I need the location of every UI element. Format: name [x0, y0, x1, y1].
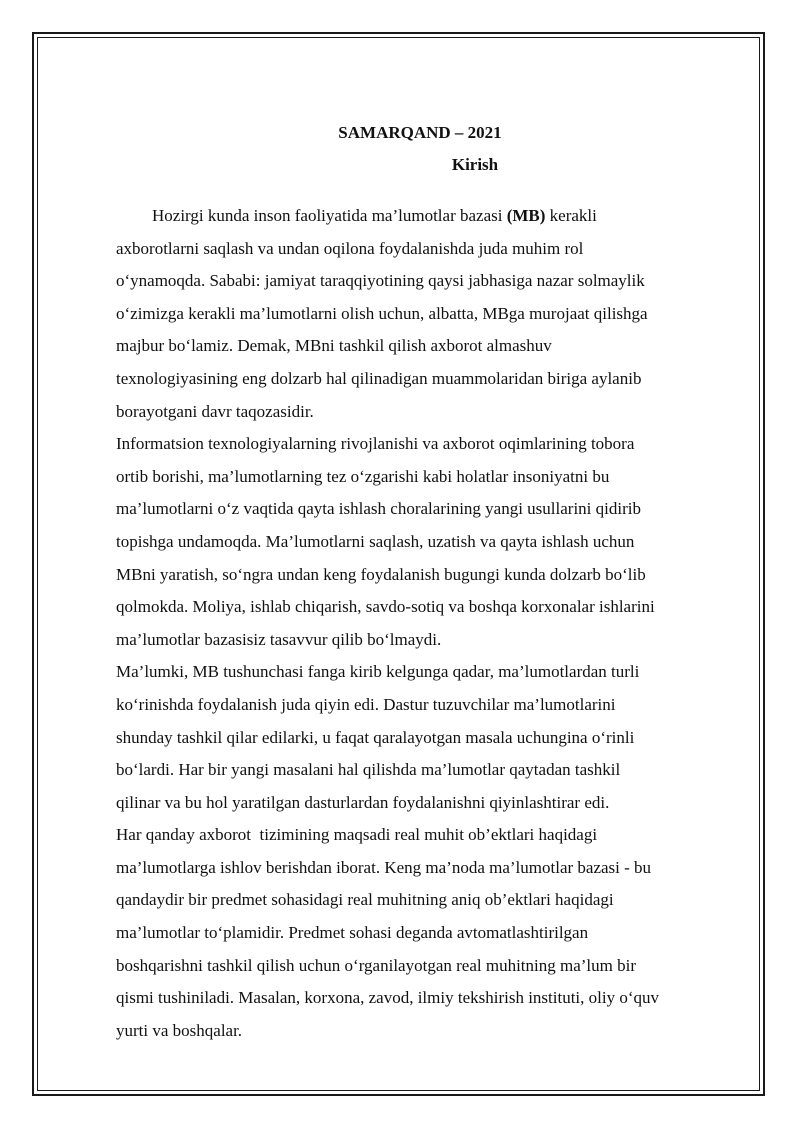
mb-abbreviation: (MB): [506, 206, 546, 225]
text-line: yurti va boshqalar.: [116, 1020, 243, 1040]
text-line: ma’lumotlar to‘plamidir. Predmet sohasi deganda avtomatlashtirilgan: [116, 923, 589, 943]
text-line: ma’lumotlarga ishlov berishdan iborat. Keng ma’noda ma’lumotlar bazasi - bu: [116, 857, 652, 877]
text-line: ortib borishi, ma’lumotlarning tez o‘zgarishi kabi holatlar insoniyatni bu: [116, 466, 610, 486]
text-line: Informatsion texnologiyalarning rivojlanishi va axborot oqimlarining tobora: [116, 434, 635, 454]
text-line: qismi tushiniladi. Masalan, korxona, zavod, ilmiy tekshirish instituti, oliy o‘quv: [116, 988, 660, 1008]
text-line: majbur bo‘lamiz. Demak, MBni tashkil qilish axborot almashuv: [116, 336, 552, 356]
text-line: qandaydir bir predmet sohasidagi real muhitning aniq ob’ektlari haqidagi: [116, 890, 614, 910]
body-text: [116, 200, 716, 1047]
text-line: ma’lumotlarni o‘z vaqtida qayta ishlash choralarining yangi usullarini qidirib: [116, 499, 641, 519]
text-line: qolmokda. Moliya, ishlab chiqarish, savdo-sotiq va boshqa korxonalar ishlarini: [116, 597, 655, 617]
text-line: borayotgani davr taqozasidir.: [116, 401, 314, 421]
text-line: ma’lumotlar bazasisiz tasavvur qilib bo‘lmaydi.: [116, 629, 442, 649]
text-line: qilinar va bu hol yaratilgan dasturlardan foydalanishni qiyinlashtirar edi.: [116, 792, 610, 812]
text-line: axborotlarni saqlash va undan oqilona foydalanishda juda muhim rol: [116, 238, 584, 258]
text-line: shunday tashkil qilar edilarki, u faqat qaralayotgan masala uchungina o‘rinli: [116, 727, 635, 747]
text-line: boshqarishni tashkil qilish uchun o‘rganilayotgan real muhitning ma’lum bir: [116, 955, 636, 975]
text-line: o‘ynamoqda. Sababi: jamiyat taraqqiyotining qaysi jabhasiga nazar solmaylik: [116, 271, 645, 291]
text-line: texnologiyasining eng dolzarb hal qilinadigan muammolaridan biriga aylanib: [116, 368, 642, 388]
text-line: o‘zimizga kerakli ma’lumotlarni olish uchun, albatta, MBga murojaat qilishga: [116, 303, 648, 323]
city-year-heading: SAMARQAND – 2021: [338, 123, 502, 142]
text-line: topishga undamoqda. Ma’lumotlarni saqlash, uzatish va qayta ishlash uchun: [116, 531, 635, 551]
text-line: ko‘rinishda foydalanish juda qiyin edi. Dastur tuzuvchilar ma’lumotlarini: [116, 694, 616, 714]
section-title: Kirish: [451, 155, 499, 174]
text-line: MBni yaratish, so‘ngra undan keng foydalanish bugungi kunda dolzarb bo‘lib: [116, 564, 646, 584]
text-line: Har qanday axborot tizimining maqsadi real muhit ob’ektlari haqidagi: [116, 825, 598, 845]
text-line: Ma’lumki, MB tushunchasi fanga kirib kelgunga qadar, ma’lumotlardan turli: [116, 662, 640, 682]
text-line: bo‘lardi. Har bir yangi masalani hal qilishda ma’lumotlar qaytadan tashkil: [116, 760, 621, 780]
text-line: Hozirgi kunda inson faoliyatida ma’lumotlar bazasi (MB) kerakli: [152, 206, 597, 225]
